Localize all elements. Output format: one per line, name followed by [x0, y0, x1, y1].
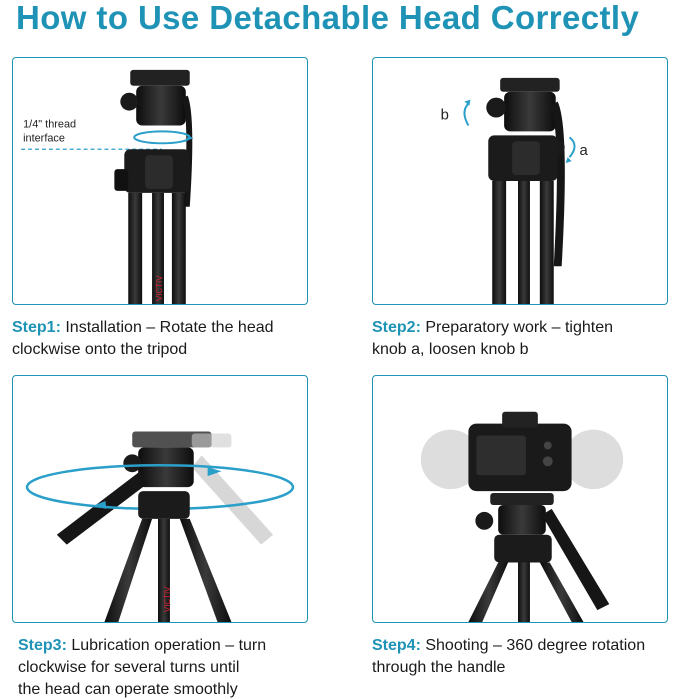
- thread-label-2: interface: [23, 132, 65, 145]
- tripod-crown: [138, 491, 190, 519]
- step2-image-panel: [372, 57, 668, 305]
- step4-caption: [372, 635, 698, 679]
- step3-text-line3: the head can operate smoothly: [18, 681, 238, 698]
- tripod-leg: [128, 193, 142, 304]
- camera-screen: [476, 436, 526, 476]
- step3-label: Step3:: [18, 637, 67, 654]
- pan-handle: [542, 509, 609, 610]
- pan-head-body: [136, 86, 186, 126]
- pan-head-body: [504, 92, 556, 132]
- brand-logo: VICTIV: [162, 586, 172, 613]
- step3-text-line2: clockwise for several turns until: [18, 659, 240, 676]
- brand-logo: VICTIV: [154, 275, 164, 302]
- rotation-arrow-icon: [464, 104, 468, 126]
- tripod-leg: [172, 193, 186, 304]
- tripod-head-install-illustration: [13, 58, 307, 304]
- step1-text-line1: Installation – Rotate the head: [65, 319, 274, 336]
- camera-on-tripod-illustration: [373, 376, 667, 622]
- rotation-arrow-icon: [134, 131, 190, 143]
- step2-caption: [372, 317, 692, 361]
- knob-a-label: a: [579, 143, 588, 160]
- step3-caption: [18, 635, 348, 700]
- step4-label: Step4:: [372, 637, 421, 654]
- quick-release-plate: [130, 70, 190, 86]
- tripod-crown: [494, 535, 552, 563]
- pan-head-body: [498, 505, 546, 535]
- step3-text-line1: Lubrication operation – turn: [71, 637, 267, 654]
- thread-label: 1/4" thread: [23, 118, 77, 131]
- knob-b: [486, 98, 506, 118]
- step2-text-line2: knob a, loosen knob b: [372, 341, 529, 358]
- ghost-lens: [564, 430, 624, 490]
- step2-text-line1: Preparatory work – tighten: [425, 319, 614, 336]
- step4-text-line1: Shooting – 360 degree rotation: [425, 637, 646, 654]
- step3-image-panel: [12, 375, 308, 623]
- step1-image-panel: [12, 57, 308, 305]
- rotation-arrow-icon: [570, 137, 575, 157]
- step2-label: Step2:: [372, 319, 421, 336]
- step4-image-panel: [372, 375, 668, 623]
- knob-b-label: b: [440, 107, 449, 124]
- step1-text-line2: clockwise onto the tripod: [12, 341, 188, 358]
- step4-text-line2: through the handle: [372, 659, 506, 676]
- page-title: How to Use Detachable Head Correctly: [16, 0, 640, 36]
- tripod-lubrication-illustration: [13, 376, 307, 622]
- tripod-knobs-illustration: [373, 58, 667, 304]
- step1-label: Step1:: [12, 319, 61, 336]
- step1-caption: [12, 317, 342, 361]
